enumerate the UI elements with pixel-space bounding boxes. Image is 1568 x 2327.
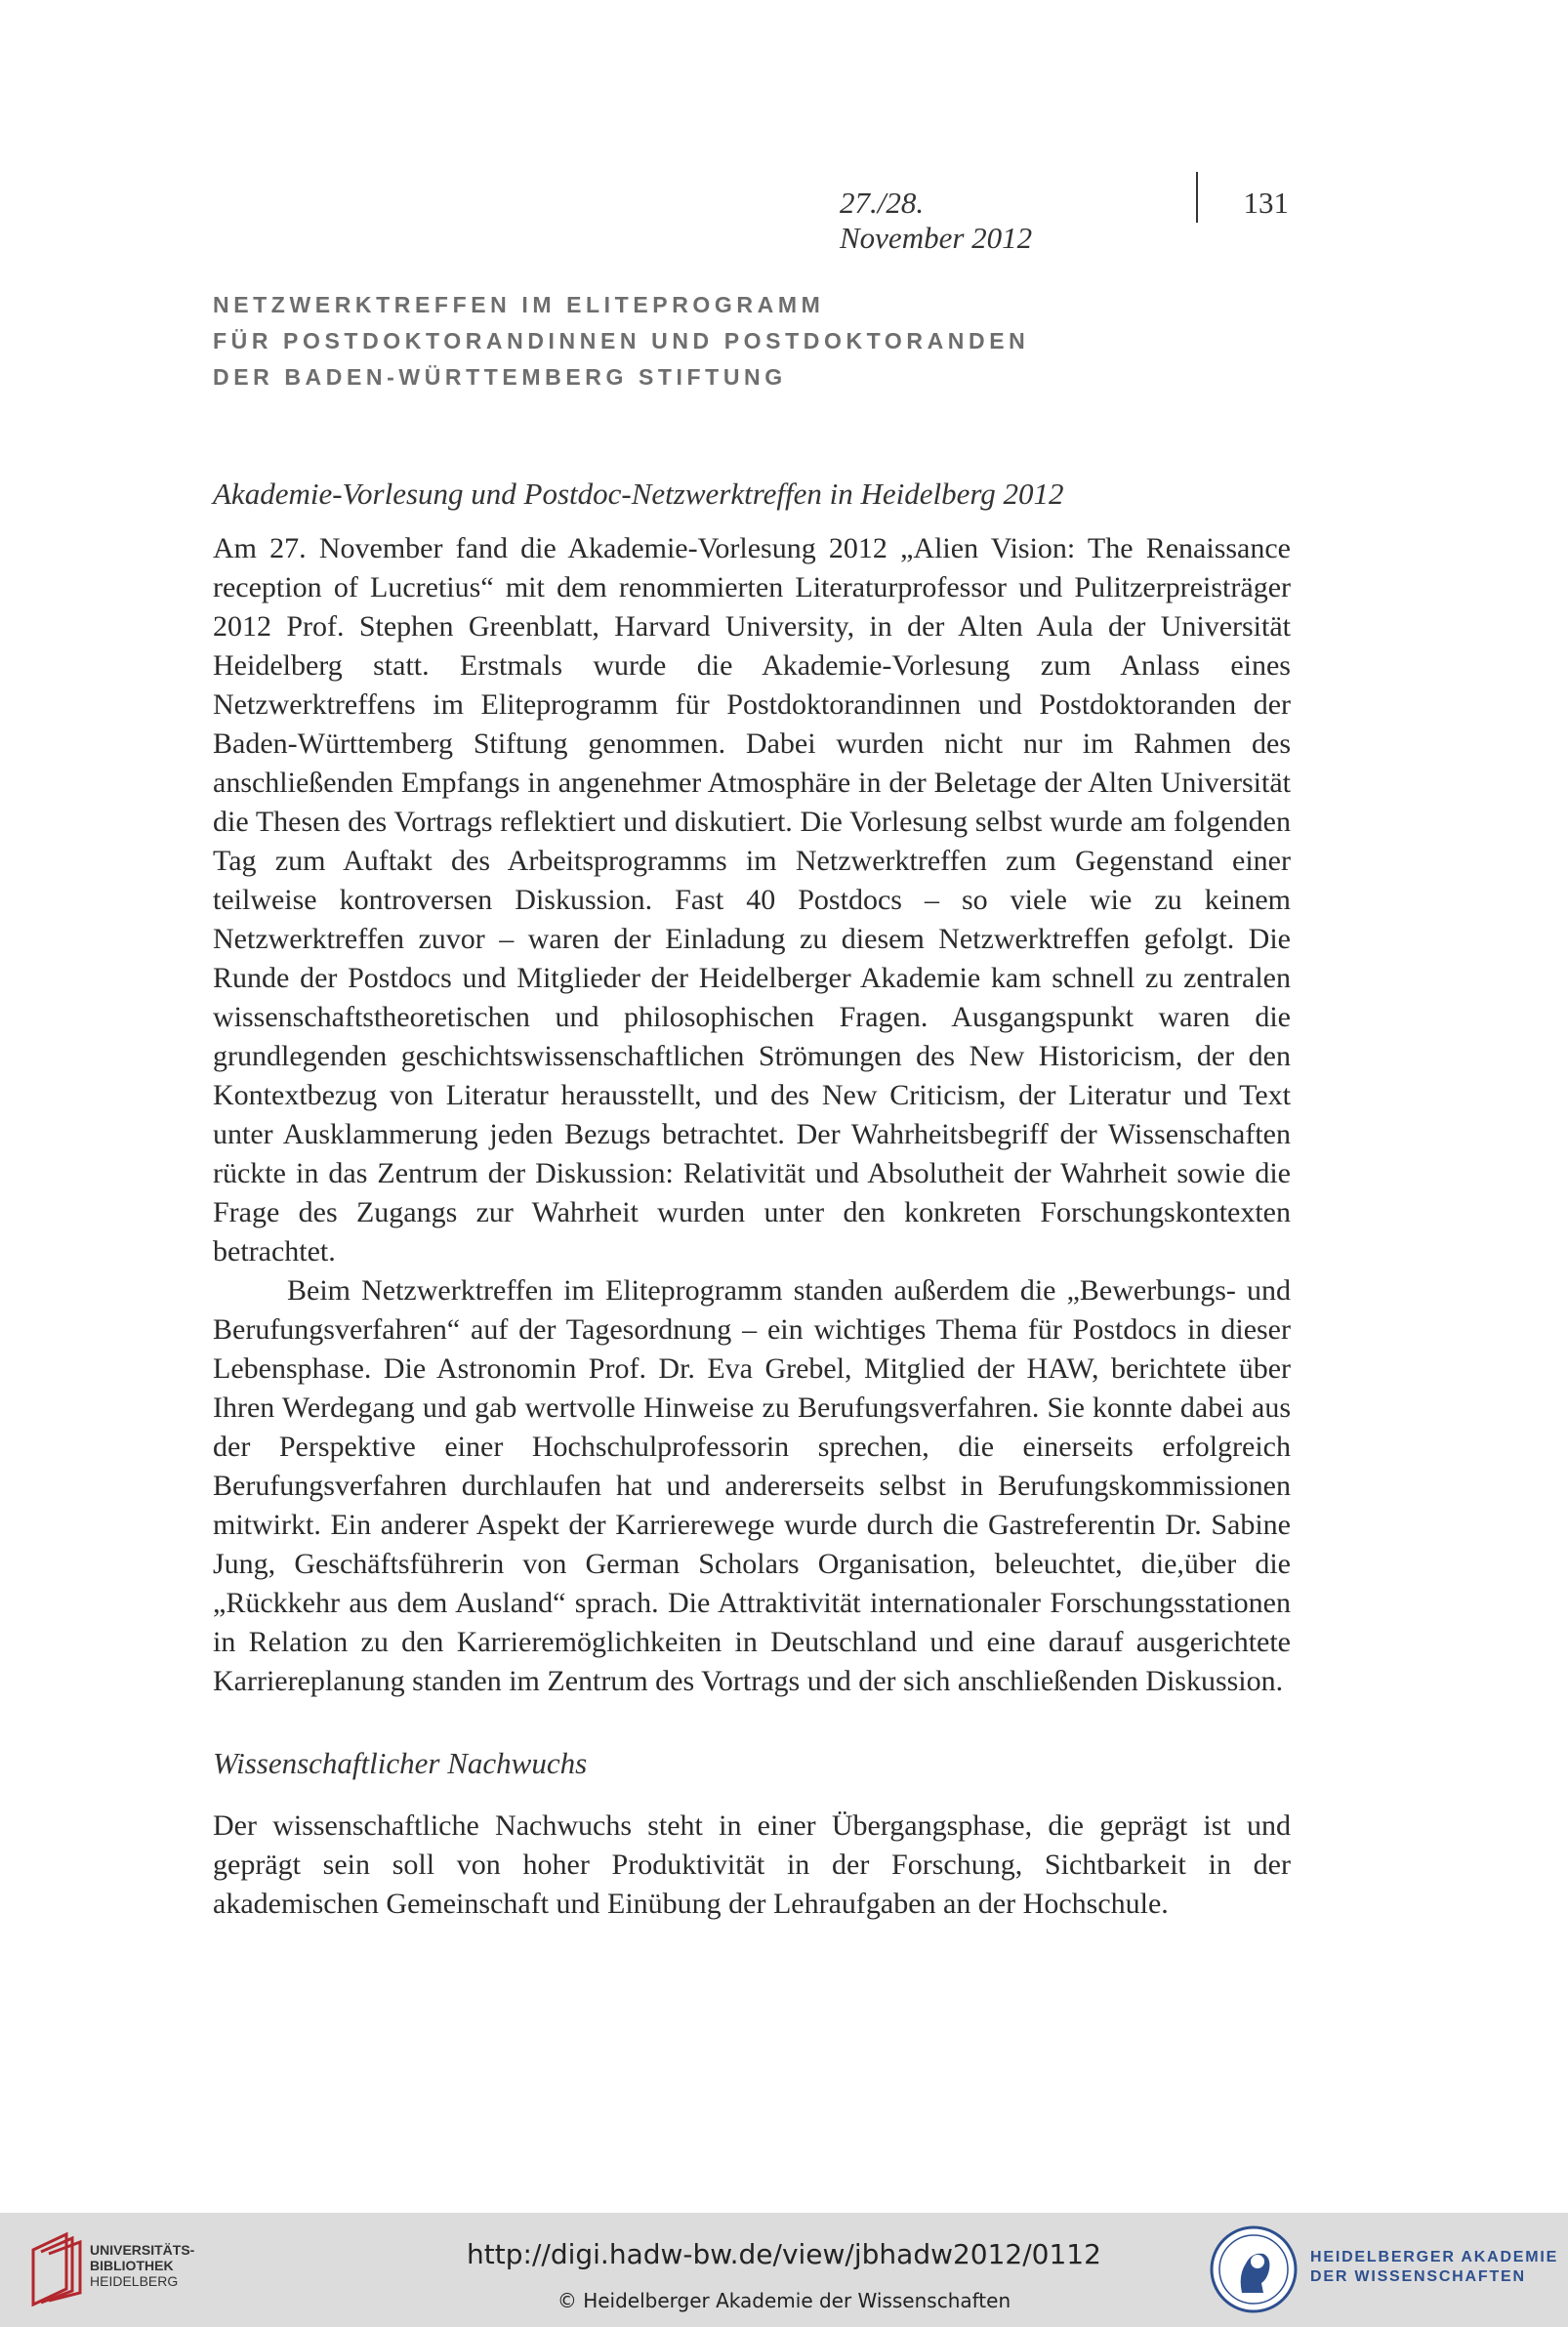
paragraph: Der wissenschaftliche Nachwuchs steht in einer Übergangsphase, die geprägt ist und geprägt sein soll von hoher Produktivität in der Forschung, Sichtbarkeit in der akademischen Gemeinschaft und Einübung der Lehraufgaben an der Hochschule. (213, 1809, 1291, 1920)
ub-logo-line: BIBLIOTHEK (90, 2258, 174, 2273)
page-number: 131 (1243, 186, 1289, 220)
header-date: 27./28. November 2012 (840, 186, 1033, 255)
paragraph: Am 27. November fand die Akademie-Vorlesung 2012 „Alien Vision: The Renaissance reception of Lucretius“ mit dem renommierten Literaturprofessor und Pulitzerpreisträger 2012 Prof. Stephen Greenblatt, Harvard University, in der Alten Aula der Universität Heidelberg statt. Erstmals wurde die Akademie-Vorlesung zum Anlass eines Netzwerktreffens im Eliteprogramm für Postdoktorandinnen und Postdoktoranden der Baden-Württemberg Stiftung genommen. Dabei wurden nicht nur im Rahmen des anschließenden Empfangs in angenehmer Atmosphäre in der Beletage der Alten Universität die Thesen des Vortrags reflektiert und diskutiert. Die Vorlesung selbst wurde am folgenden Tag zum Auftakt des Arbeitsprogramms im Netzwerktreffen zum Gegenstand einer teilweise kontroversen Diskussion. Fast 40 Postdocs – so viele wie zu keinem Netzwerktreffen zuvor – waren der Einladung zu diesem Netzwerktreffen gefolgt. Die Runde der Postdocs und Mitglieder der Heidelberger Akademie kam schnell zu zentralen wissenschaftstheoretischen und philosophischen Fragen. Ausgangspunkt waren die grundlegenden geschichtswissenschaftlichen Strömungen des New Historicism, der den Kontextbezug von Literatur herausstellt, und des New Criticism, der Literatur und Text unter Ausklammerung jeden Bezugs betrachtet. Der Wahrheitsbegriff der Wissenschaften rückte in das Zentrum der Diskussion: Relativität und Absolutheit der Wahrheit sowie die Frage des Zugangs zur Wahrheit wurden unter den konkreten Forschungskontexten betrachtet. (213, 532, 1291, 1267)
paragraph: Beim Netzwerktreffen im Eliteprogramm standen außerdem die „Bewerbungs- und Berufungsverfahren“ auf der Tagesordnung – ein wichtiges Thema für Postdocs in dieser Lebensphase. Die Astronomin Prof. Dr. Eva Grebel, Mitglied der HAW, berichtete über Ihren Werdegang und gab wertvolle Hinweise zu Berufungsverfahren. Sie konnte dabei aus der Perspektive einer Hochschulprofessorin sprechen, die einerseits erfolgreich Berufungsverfahren durchlaufen hat und andererseits selbst in Berufungskommissionen mitwirkt. Ein anderer Aspekt der Karrierewege wurde durch die Gastreferentin Dr. Sabine Jung, Geschäftsführerin von German Scholars Organisation, beleuchtet, die,über die „Rückkehr aus dem Ausland“ sprach. Die Attraktivität internationaler Forschungsstationen in Relation zu den Karrieremöglichkeiten in Deutschland und eine darauf ausgerichtete Karriereplanung standen im Zentrum des Vortrags und der sich anschließenden Diskussion. (213, 1274, 1291, 1697)
section-heading-line: NETZWERKTREFFEN IM ELITEPROGRAMM (213, 292, 825, 317)
section-heading-line: DER BADEN-WÜRTTEMBERG STIFTUNG (213, 364, 787, 390)
header-divider (1196, 172, 1198, 223)
running-header (840, 186, 1289, 255)
hadw-logo-line: HEIDELBERGER AKADEMIE (1310, 2249, 1559, 2265)
article-body (213, 477, 1291, 1924)
hadw-logo-line: DER WISSENSCHAFTEN (1310, 2268, 1526, 2285)
section-heading-line: FÜR POSTDOKTORANDINNEN UND POSTDOKTORANDEN (213, 328, 1030, 353)
hadw-logo-text (1310, 2248, 1558, 2287)
ub-logo-line: HEIDELBERG (90, 2273, 179, 2289)
subheading-akademie-vorlesung: Akademie-Vorlesung und Postdoc-Netzwerktreffen in Heidelberg 2012 (213, 477, 1064, 511)
ub-logo-line: UNIVERSITÄTS- (90, 2242, 195, 2258)
section-heading (213, 287, 1297, 395)
copyright-notice: © Heidelberger Akademie der Wissenschaften (557, 2289, 1011, 2312)
subheading-wissenschaftlicher-nachwuchs: Wissenschaftlicher Nachwuchs (213, 1746, 588, 1780)
document-url-link[interactable]: http://digi.hadw-bw.de/view/jbhadw2012/0112 (467, 2238, 1101, 2270)
footer-bar (0, 2213, 1568, 2327)
hadw-seal-icon (1209, 2224, 1299, 2314)
